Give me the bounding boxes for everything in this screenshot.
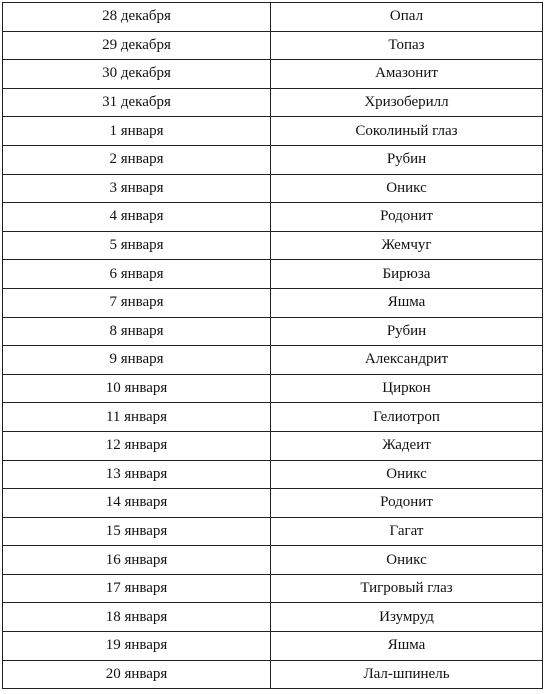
date-cell: 16 января: [3, 546, 271, 575]
table-row: [3, 346, 543, 375]
table-row: [3, 174, 543, 203]
stone-cell: Опал: [271, 3, 543, 32]
stone-calendar-table: [2, 2, 543, 689]
table-row: [3, 460, 543, 489]
date-cell: 9 января: [3, 346, 271, 375]
table-row: [3, 574, 543, 603]
date-cell: 18 января: [3, 603, 271, 632]
stone-cell: Лал-шпинель: [271, 660, 543, 689]
table-row: [3, 489, 543, 518]
stone-cell: Соколиный глаз: [271, 117, 543, 146]
table-row: [3, 231, 543, 260]
stone-cell: Циркон: [271, 374, 543, 403]
date-cell: 7 января: [3, 288, 271, 317]
date-cell: 31 декабря: [3, 88, 271, 117]
date-cell: 29 декабря: [3, 31, 271, 60]
date-cell: 12 января: [3, 431, 271, 460]
stone-cell: Александрит: [271, 346, 543, 375]
table-row: [3, 660, 543, 689]
date-cell: 13 января: [3, 460, 271, 489]
table-row: [3, 260, 543, 289]
stone-cell: Гагат: [271, 517, 543, 546]
date-cell: 2 января: [3, 145, 271, 174]
table-row: [3, 317, 543, 346]
stone-cell: Топаз: [271, 31, 543, 60]
table-row: [3, 3, 543, 32]
table-row: [3, 403, 543, 432]
stone-cell: Хризоберилл: [271, 88, 543, 117]
table-row: [3, 374, 543, 403]
stone-cell: Жемчуг: [271, 231, 543, 260]
stone-cell: Тигровый глаз: [271, 574, 543, 603]
date-cell: 6 января: [3, 260, 271, 289]
stone-cell: Оникс: [271, 546, 543, 575]
stone-cell: Родонит: [271, 203, 543, 232]
date-cell: 20 января: [3, 660, 271, 689]
date-cell: 4 января: [3, 203, 271, 232]
date-cell: 15 января: [3, 517, 271, 546]
stone-cell: Изумруд: [271, 603, 543, 632]
stone-cell: Рубин: [271, 145, 543, 174]
table-row: [3, 546, 543, 575]
stone-cell: Оникс: [271, 460, 543, 489]
stone-cell: Бирюза: [271, 260, 543, 289]
date-cell: 30 декабря: [3, 60, 271, 89]
table-row: [3, 88, 543, 117]
table-row: [3, 60, 543, 89]
date-cell: 28 декабря: [3, 3, 271, 32]
date-cell: 19 января: [3, 632, 271, 661]
table-row: [3, 117, 543, 146]
date-cell: 14 января: [3, 489, 271, 518]
table-row: [3, 203, 543, 232]
table-row: [3, 288, 543, 317]
stone-cell: Гелиотроп: [271, 403, 543, 432]
date-cell: 5 января: [3, 231, 271, 260]
date-cell: 3 января: [3, 174, 271, 203]
stone-cell: Амазонит: [271, 60, 543, 89]
stone-cell: Родонит: [271, 489, 543, 518]
stone-cell: Жадеит: [271, 431, 543, 460]
table-body: [3, 3, 543, 689]
date-cell: 11 января: [3, 403, 271, 432]
stone-cell: Оникс: [271, 174, 543, 203]
stone-cell: Яшма: [271, 632, 543, 661]
table-row: [3, 31, 543, 60]
table-row: [3, 431, 543, 460]
date-cell: 1 января: [3, 117, 271, 146]
date-cell: 10 января: [3, 374, 271, 403]
stone-cell: Яшма: [271, 288, 543, 317]
date-cell: 17 января: [3, 574, 271, 603]
stone-cell: Рубин: [271, 317, 543, 346]
date-cell: 8 января: [3, 317, 271, 346]
table-row: [3, 145, 543, 174]
table-row: [3, 603, 543, 632]
table-row: [3, 632, 543, 661]
table-row: [3, 517, 543, 546]
